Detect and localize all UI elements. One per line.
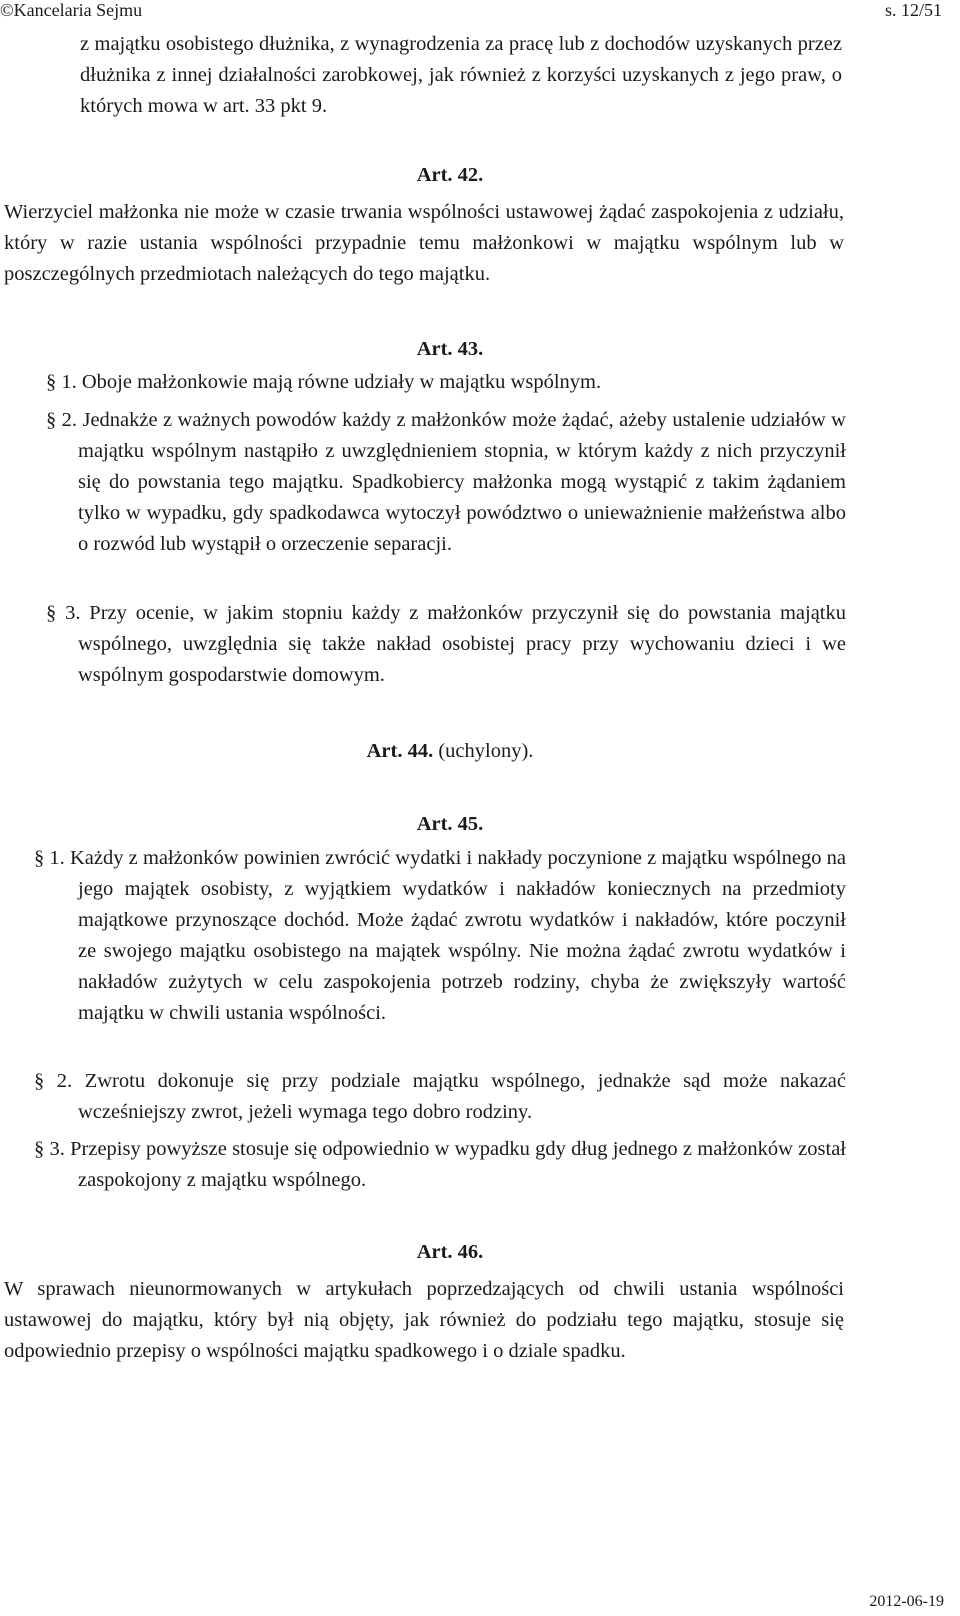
article-46-text: W sprawach nieunormowanych w artykułach poprzedzających od chwili ustania wspólności ustawowej do majątku, który był nią objęty, jak również do podziału tego majątku, stosuje się odpowiednio przepisy o wspólności majątku spadkowego i o dziale spadku. [4, 1278, 844, 1362]
article-43-par-3: § 3. Przy ocenie, w jakim stopniu każdy z małżonków przyczynił się do powstania majątku wspólnego, uwzględnia się także nakład osobistej pracy przy wychowaniu dzieci i we wspólnym gospodarstwie domowym. [46, 602, 846, 686]
article-44-heading [0, 737, 900, 765]
article-44-title: Art. 44. [366, 740, 434, 762]
continuation-paragraph: z majątku osobistego dłużnika, z wynagrodzenia za pracę lub z dochodów uzyskanych przez dłużnika z innej działalności zarobkowej, jak również z korzyści uzyskanych z jego praw, o których mowa w art. 33 pkt 9. [80, 33, 842, 117]
article-45-par-1: § 1. Każdy z małżonków powinien zwrócić wydatki i nakłady poczynione z majątku wspólnego na jego majątek osobisty, z wyjątkiem wydatków i nakładów koniecznych na przedmioty majątkowe przynoszące dochód. Może żądać zwrotu wydatków i nakładów, które poczynił ze swojego majątku osobistego na majątek wspólny. Nie można żądać zwrotu wydatków i nakładów zużytych w celu zaspokojenia potrzeb rodziny, chyba że zwiększyły wartość majątku w chwili ustania wspólności. [34, 847, 846, 1024]
article-46-title: Art. 46. [416, 1241, 484, 1263]
article-45-par-2: § 2. Zwrotu dokonuje się przy podziale majątku wspólnego, jednakże sąd może nakazać wcześniejszy zwrot, jeżeli wymaga tego dobro rodziny. [34, 1070, 846, 1123]
article-44-note: (uchylony). [438, 740, 534, 762]
article-43-par-1: § 1. Oboje małżonkowie mają równe udziały w majątku wspólnym. [46, 371, 602, 393]
article-43-title: Art. 43. [416, 338, 484, 360]
article-42-text: Wierzyciel małżonka nie może w czasie trwania wspólności ustawowej żądać zaspokojenia z udziału, który w razie ustania wspólności przypadnie temu małżonkowi w majątku wspólnym lub w poszczególnych przedmiotach należących do tego majątku. [4, 201, 844, 285]
header-copyright: ©Kancelaria Sejmu [0, 0, 143, 20]
article-42-title: Art. 42. [416, 164, 484, 186]
header-page-number: s. 12/51 [884, 0, 942, 20]
article-45-title: Art. 45. [416, 813, 484, 835]
article-43-par-2: § 2. Jednakże z ważnych powodów każdy z małżonków może żądać, ażeby ustalenie udziałów w majątku wspólnym nastąpiło z uwzględnieniem stopnia, w którym każdy z nich przyczynił się do powstania tego majątku. Spadkobiercy małżonka mogą wystąpić z takim żądaniem tylko w wypadku, gdy spadkodawca wytoczył powództwo o unieważnienie małżeństwa albo o rozwód lub wystąpił o orzeczenie separacji. [46, 409, 846, 555]
article-45-par-3: § 3. Przepisy powyższe stosuje się odpowiednio w wypadku gdy dług jednego z małżonków został zaspokojony z majątku wspólnego. [34, 1138, 846, 1191]
footer-date: 2012-06-19 [869, 1593, 944, 1610]
